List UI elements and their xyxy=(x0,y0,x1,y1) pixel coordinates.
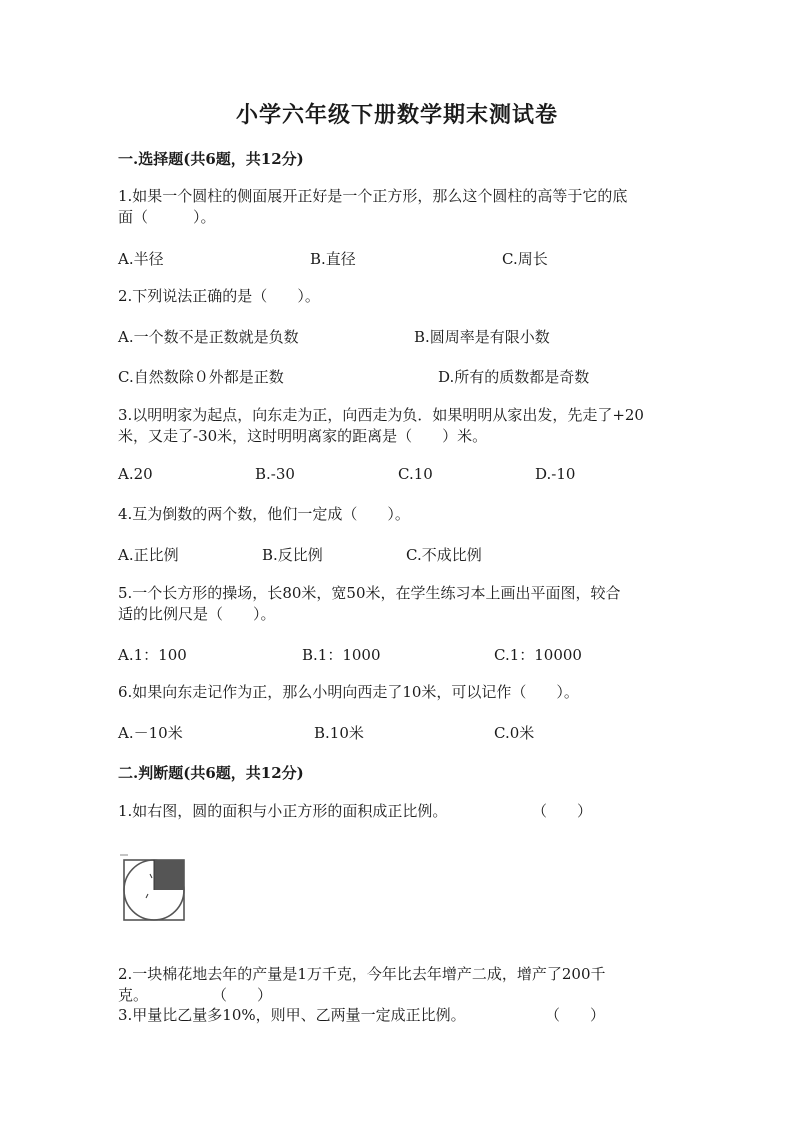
judge-1-answer-mark: （ ） xyxy=(532,802,593,820)
question-5-text-cont: 适的比例尺是（ ）。 xyxy=(118,605,276,623)
question-1-text: 1.如果一个圆柱的侧面展开正好是一个正方形，那么这个圆柱的高等于它的底 xyxy=(118,187,628,205)
question-4-text: 4.互为倒数的两个数，他们一定成（ ）。 xyxy=(118,505,410,523)
q3-option-b: B.-30 xyxy=(255,465,295,483)
q5-option-a: A.1：100 xyxy=(118,646,187,664)
page-title: 小学六年级下册数学期末测试卷 xyxy=(235,102,558,128)
judge-3-text: 3.甲量比乙量多10%，则甲、乙两量一定成正比例。 xyxy=(118,1006,466,1024)
q6-option-a: A.－10米 xyxy=(118,724,183,742)
q1-option-a: A.半径 xyxy=(118,250,164,268)
judge-3-answer-mark: （ ） xyxy=(545,1006,606,1024)
section-heading-choice: 一.选择题(共6题，共12分) xyxy=(118,150,304,168)
q4-option-b: B.反比例 xyxy=(262,546,323,564)
section-heading-judge: 二.判断题(共6题，共12分) xyxy=(118,764,304,782)
q6-option-b: B.10米 xyxy=(314,724,364,742)
judge-1-text: 1.如右图，圆的面积与小正方形的面积成正比例。 xyxy=(118,802,448,820)
q6-option-c: C.0米 xyxy=(494,724,535,742)
judge-2-text-cont: 克。 xyxy=(118,986,149,1004)
judge-2-answer-mark: （ ） xyxy=(212,986,273,1004)
judge-2-text: 2.一块棉花地去年的产量是1万千克，今年比去年增产二成，增产了200千 xyxy=(118,965,606,983)
q2-option-b: B.圆周率是有限小数 xyxy=(414,328,550,346)
question-3-text-cont: 米，又走了-30米，这时明明离家的距离是（ ）米。 xyxy=(118,427,488,445)
question-6-text: 6.如果向东走记作为正，那么小明向西走了10米，可以记作（ ）。 xyxy=(118,683,579,701)
question-5-text: 5.一个长方形的操场，长80米，宽50米，在学生练习本上画出平面图，较合 xyxy=(118,584,621,602)
question-1-text-cont: 面（ ）。 xyxy=(118,208,216,226)
q1-option-c: C.周长 xyxy=(502,250,548,268)
q4-option-a: A.正比例 xyxy=(118,546,179,564)
q3-option-a: A.20 xyxy=(118,465,153,483)
q3-option-d: D.-10 xyxy=(535,465,576,483)
q2-option-d: D.所有的质数都是奇数 xyxy=(438,368,590,386)
q2-option-c: C.自然数除０外都是正数 xyxy=(118,368,284,386)
q2-option-a: A.一个数不是正数就是负数 xyxy=(118,328,299,346)
q4-option-c: C.不成比例 xyxy=(406,546,482,564)
q5-option-b: B.1：1000 xyxy=(302,646,381,664)
q1-option-b: B.直径 xyxy=(310,250,356,268)
question-3-text: 3.以明明家为起点，向东走为正，向西走为负．如果明明从家出发，先走了+20 xyxy=(118,406,644,424)
question-2-text: 2.下列说法正确的是（ ）。 xyxy=(118,287,320,305)
q3-option-c: C.10 xyxy=(398,465,433,483)
circle-square-figure xyxy=(118,852,190,924)
q5-option-c: C.1：10000 xyxy=(494,646,582,664)
